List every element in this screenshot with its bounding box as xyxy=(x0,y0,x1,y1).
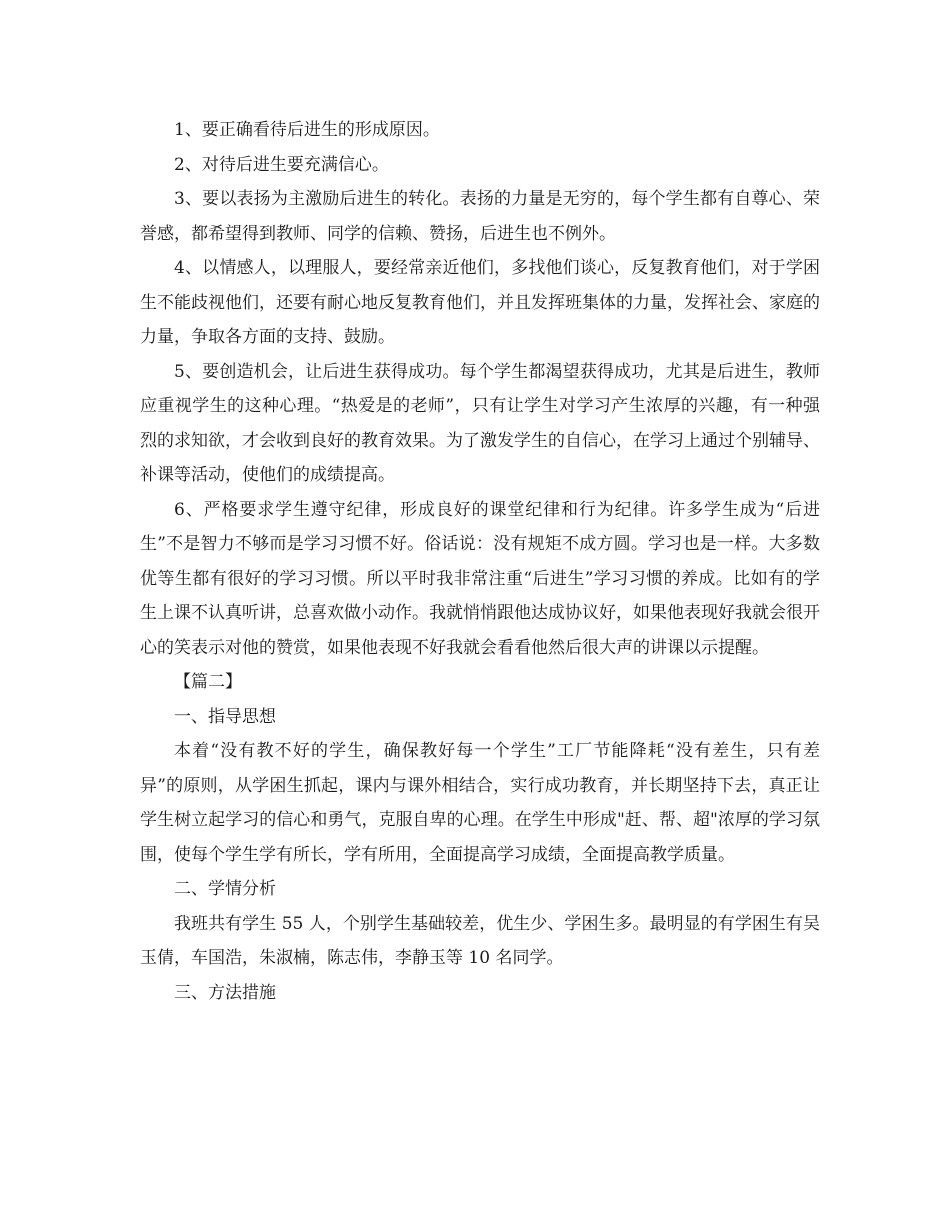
document-body xyxy=(140,113,820,1010)
paragraph-3: 3、要以表扬为主激励后进生的转化。表扬的力量是无穷的，每个学生都有自尊心、荣誉感，都希望得到教师、同学的信赖、赞扬，后进生也不例外。 xyxy=(140,189,820,244)
paragraph-5: 5、要创造机会，让后进生获得成功。每个学生都渴望获得成功，尤其是后进生，教师应重视学生的这种心理。“热爱是的老师”，只有让学生对学习产生浓厚的兴趣，有一种强烈的求知欲，才会收到良好的教育效果。为了激发学生的自信心，在学习上通过个别辅导、补课等活动，使他们的成绩提高。 xyxy=(140,361,820,485)
heading-methods-measures: 三、方法措施 xyxy=(174,982,276,1003)
paragraph-guiding-ideology: 本着“没有教不好的学生，确保教好每一个学生”工厂节能降耗“没有差生，只有差异”的原则，从学困生抓起，课内与课外相结合，实行成功教育，并长期坚持下去，真正让学生树立起学习的信心和勇气，克服自卑的心理。在学生中形成"赶、帮、超"浓厚的学习氛围，使每个学生学有所长，学有所用，全面提高学习成绩，全面提高教学质量。 xyxy=(140,741,820,865)
paragraph-6: 6、严格要求学生遵守纪律，形成良好的课堂纪律和行为纪律。许多学生成为“后进生”不是智力不够而是学习习惯不好。俗话说：没有规矩不成方圆。学习也是一样。大多数优等生都有很好的学习习惯。所以平时我非常注重“后进生”学习习惯的养成。比如有的学生上课不认真听讲，总喜欢做小动作。我就悄悄跟他达成协议好，如果他表现好我就会很开心的笑表示对他的赞赏，如果他表现不好我就会看看他然后很大声的讲课以示提醒。 xyxy=(140,499,820,658)
paragraph-2: 2、对待后进生要充满信心。 xyxy=(174,154,389,175)
paragraph-1: 1、要正确看待后进生的形成原因。 xyxy=(174,120,440,140)
heading-situation-analysis: 二、学情分析 xyxy=(174,879,276,899)
section-heading-part-two: 【篇二】 xyxy=(174,672,242,692)
heading-guiding-ideology: 一、指导思想 xyxy=(174,706,276,727)
paragraph-situation-analysis: 我班共有学生 55 人，个别学生基础较差，优生少、学困生多。最明显的有学困生有吴玉倩，车国浩，朱淑楠，陈志伟，李静玉等 10 名同学。 xyxy=(140,913,820,968)
paragraph-4: 4、以情感人，以理服人，要经常亲近他们，多找他们谈心，反复教育他们，对于学困生不能歧视他们，还要有耐心地反复教育他们，并且发挥班集体的力量，发挥社会、家庭的力量，争取各方面的支持、鼓励。 xyxy=(140,258,820,347)
